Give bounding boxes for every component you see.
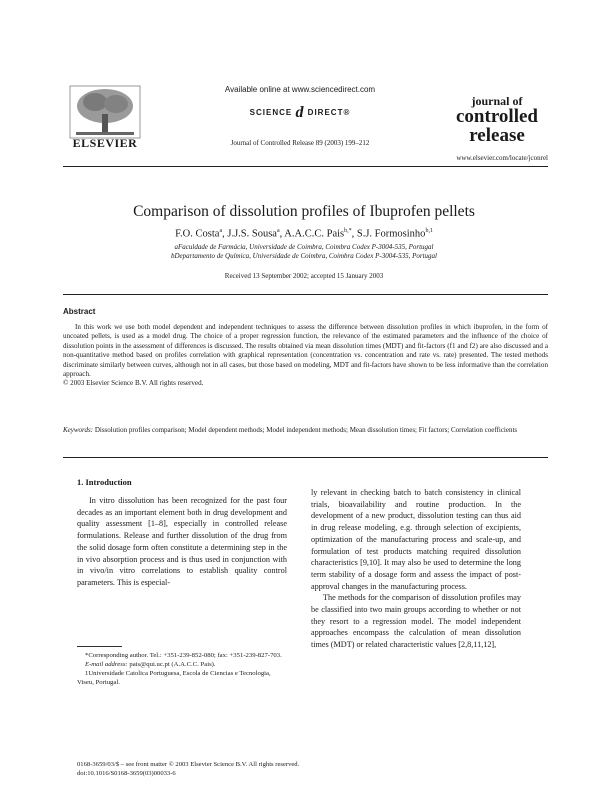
page-footer (77, 760, 497, 778)
abstract-top-rule (63, 294, 548, 295)
journal-url[interactable]: www.elsevier.com/locate/jconrel (456, 154, 548, 162)
email-link[interactable]: pais@qui.uc.pt (129, 661, 170, 668)
footnote-1: 1Universidade Catolica Portuguesa, Escola de Ciencias e Tecnologia, Viseu, Portugal. (77, 670, 271, 686)
journal-citation: Journal of Controlled Release 89 (2003) 199–212 (230, 139, 370, 147)
footnote-rule (77, 646, 122, 647)
intro-paragraph-1: In vitro dissolution has been recognized for the past four decades as an important element both in drug development and quality assessment [1–8], especially in controlled release formulations. Release and further dissolution of the drug from the solid dosage form often constitute a determining step in the in vivo absorption process and is thus used in conjunction with in vivo/in vitro correlations to establish quality control parameters. This is especial- (77, 496, 287, 587)
right-column (311, 487, 521, 651)
journal-logo: journal of controlled release (456, 94, 538, 146)
footnote-corresponding: *Corresponding author. Tel.: +351-239-852-080; fax: +351-239-827-703. (85, 652, 282, 659)
issn-line: 0168-3659/03/$ – see front matter © 2003 Elsevier Science B.V. All rights reserved. (77, 761, 300, 768)
section-heading-introduction: 1. Introduction (77, 477, 132, 487)
footnote-email: E-mail address: pais@qui.uc.pt (A.A.C.C. Pais). (85, 661, 216, 668)
abstract-text: In this work we use both model dependent and independent techniques to assess the difference between dissolution profiles in which ibuprofen, in the form of uncoated pellets, is used as a model drug. The choice of a proper regression function, the relevance of the estimated parameters and the influence of the choice of dissolution points in the assessment of differences is discussed. The results obtained via mean dissolution times (MDT) and fit-factors (f1 and f2) are also discussed and a non-quantitative method based on profiles correlation with graphical representation (concentration vs. concentration and rate vs. rate) presented. The tested methods discriminate similarly between curves, although not in all cases, but those based on modeling, MDT and fit-factors have shown to be less informative than the correlation approach. (63, 323, 548, 379)
keywords: Keywords: Dissolution profiles comparison; Model dependent methods; Model independent methods; Mean dissolution times; Fit factors; Correlation coefficients (63, 426, 518, 434)
header-rule (63, 166, 548, 167)
available-online: Available online at www.sciencedirect.com (224, 85, 376, 94)
sciencedirect-logo: SCIENCE d DIRECT® (249, 104, 351, 121)
affiliation-a: aFaculdade de Farmácia, Universidade de Coimbra, Coimbra Codex P-3004-535, Portugal (174, 243, 434, 251)
received-dates: Received 13 September 2002; accepted 15 January 2003 (224, 272, 384, 280)
abstract-bottom-rule (63, 457, 548, 458)
footnotes (77, 651, 287, 687)
abstract-heading: Abstract (63, 307, 96, 316)
left-column (77, 495, 287, 589)
article-title: Comparison of dissolution profiles of Ibuprofen pellets (133, 203, 475, 220)
affiliation-b: bDepartamento de Química, Universidade de Coimbra, Coimbra Codex P-3004-535, Portugal (171, 252, 437, 260)
intro-paragraph-2: The methods for the comparison of dissolution profiles may be classified into two main groups according to whether or not they resort to a regression model. The model independent approaches encompass the calculation of mean dissolution times (MDT) or related characteristic values [2,8,11,12], (311, 593, 521, 650)
intro-paragraph-1-cont: ly relevant in checking batch to batch consistency in clinical trials, bioavailability and routine production. In the development of a new product, dissolution testing can thus aid in drug release modeling, e.g. through selection of excipients, optimization of the manufacturing process and scale-up, and formulation of test products matching required dissolution characteristics [9,10]. It may also be used to determine the long term stability of a dosage form and assess the impact of post-approval changes in the manufacturing process. (311, 488, 521, 591)
abstract-copyright: © 2003 Elsevier Science B.V. All rights reserved. (63, 379, 204, 388)
publisher-name: ELSEVIER (72, 136, 138, 150)
authors: F.O. Costa$^a$, J.J.S. Sousa$^a$, A.A.C.C. Pais$^{b,*}$, S.J. Formosinho$^{b,1}$ (175, 228, 433, 240)
abstract-body (63, 323, 548, 389)
doi-line[interactable]: doi:10.1016/S0168-3659(03)00033-6 (77, 770, 176, 777)
